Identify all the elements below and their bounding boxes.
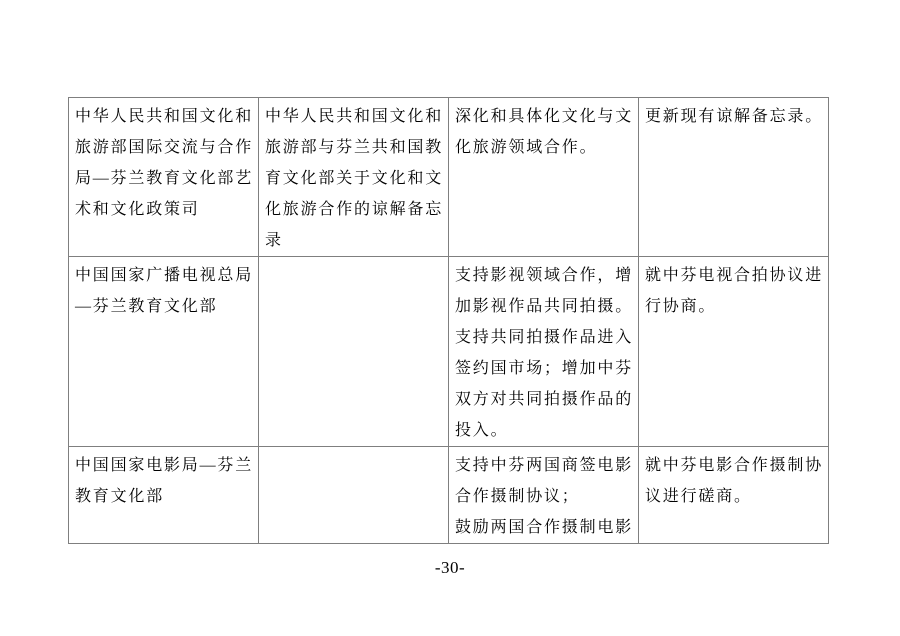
table-row [69, 257, 829, 447]
cell-paragraph: 支持影视领域合作，增加影视作品共同拍摄。 [455, 267, 634, 315]
cell-paragraph: 支持共同拍摄作品进入签约国市场；增加中芬双方对共同拍摄作品的投入。 [455, 329, 634, 439]
table-cell [639, 98, 829, 257]
table-cell [69, 98, 259, 257]
cell-paragraph: 就中芬电影合作摄制协议进行磋商。 [645, 457, 824, 505]
table-cell [449, 98, 639, 257]
table-cell [449, 257, 639, 447]
table-cell [69, 257, 259, 447]
cell-paragraph: 支持中芬两国商签电影合作摄制协议； [455, 457, 634, 505]
table-cell [259, 257, 449, 447]
cell-paragraph: 中国国家广播电视总局—芬兰教育文化部 [75, 267, 254, 315]
cooperation-table [68, 97, 829, 544]
cell-paragraph: 就中芬电视合拍协议进行协商。 [645, 267, 824, 315]
table-cell [449, 447, 639, 544]
table-cell [259, 447, 449, 544]
cell-paragraph: 深化和具体化文化与文化旅游领域合作。 [455, 108, 634, 156]
table-row [69, 447, 829, 544]
table-cell [639, 257, 829, 447]
cell-paragraph: 更新现有谅解备忘录。 [645, 108, 824, 125]
page-number: -30- [434, 558, 466, 577]
cell-paragraph: 中华人民共和国文化和旅游部与芬兰共和国教育文化部关于文化和文化旅游合作的谅解备忘录 [265, 108, 444, 249]
cooperation-table-body [69, 98, 829, 544]
cell-paragraph: 中国国家电影局—芬兰教育文化部 [75, 457, 254, 505]
cell-paragraph: 中华人民共和国文化和旅游部国际交流与合作局—芬兰教育文化部艺术和文化政策司 [75, 108, 254, 218]
table-cell [259, 98, 449, 257]
table-cell [69, 447, 259, 544]
cell-paragraph: 鼓励两国合作摄制电影 [455, 519, 634, 536]
table-row [69, 98, 829, 257]
table-cell [639, 447, 829, 544]
